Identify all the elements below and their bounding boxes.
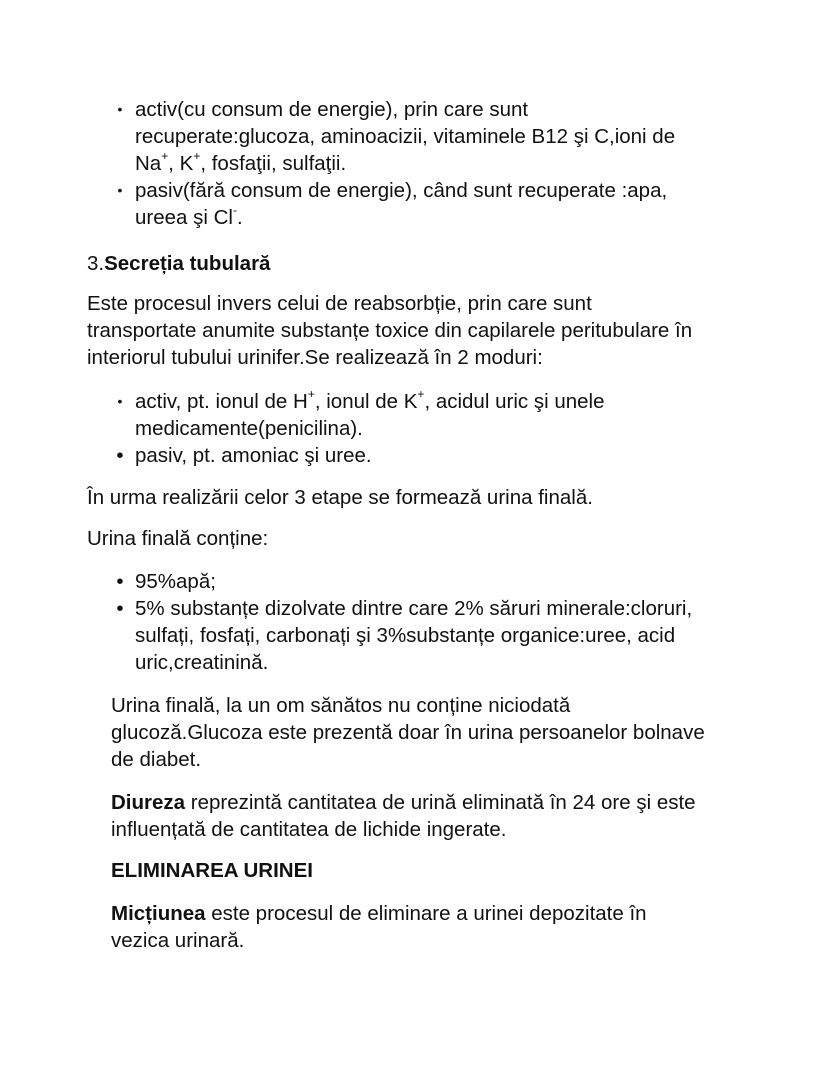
list-item: • 5% substanțe dizolvate dintre care 2% săruri minerale:cloruri, sulfați, fosfați, carbonați şi 3%substanțe organice:uree, acid uric,creatinină.: [111, 595, 791, 676]
bullet-icon: •: [116, 597, 124, 620]
urine-contents-intro: Urina finală conține:: [87, 527, 269, 550]
list-item: • activ, pt. ionul de H+, ionul de K+, acidul uric şi unele medicamente(penicilina).: [111, 388, 791, 442]
bullet-icon: •: [116, 570, 124, 593]
list-item: • pasiv, pt. amoniac şi uree.: [111, 442, 791, 469]
bullet-icon: •: [117, 182, 123, 198]
secretion-paragraph: Este procesul invers celui de reabsorbție, prin care sunt transportate anumite substanțe toxice din capilarele peritubulare în interiorul tubului urinifer.Se realizează în 2 moduri:: [87, 292, 693, 369]
bullet-icon: •: [117, 393, 123, 409]
urine-composition-list: [111, 568, 791, 676]
reabsorption-list: [111, 96, 791, 231]
final-urine-sentence: În urma realizării celor 3 etape se formează urina finală.: [87, 486, 593, 509]
diuresis-paragraph: Diureza reprezintă cantitatea de urină eliminată în 24 ore şi este influențată de cantitatea de lichide ingerate.: [111, 791, 696, 841]
glucose-paragraph: Urina finală, la un om sănătos nu conține niciodată glucoză.Glucoza este prezentă doar în urina persoanelor bolnave de diabet.: [111, 694, 705, 771]
secretion-modes-list: [111, 388, 791, 469]
miction-paragraph: Micțiunea este procesul de eliminare a urinei depozitate în vezica urinară.: [111, 902, 647, 952]
bullet-icon: •: [116, 444, 124, 467]
bullet-icon: •: [117, 101, 123, 117]
section-heading: 3.Secreția tubulară: [87, 252, 271, 275]
list-item: • pasiv(fără consum de energie), când sunt recuperate :apa, ureea şi Cl-.: [111, 177, 791, 231]
list-item: • activ(cu consum de energie), prin care sunt recuperate:glucoza, aminoacizii, vitaminele B12 şi C,ioni de Na+, K+, fosfaţii, sulfaţii.: [111, 96, 791, 177]
list-item: • 95%apă;: [111, 568, 791, 595]
elimination-heading: ELIMINAREA URINEI: [111, 859, 313, 882]
